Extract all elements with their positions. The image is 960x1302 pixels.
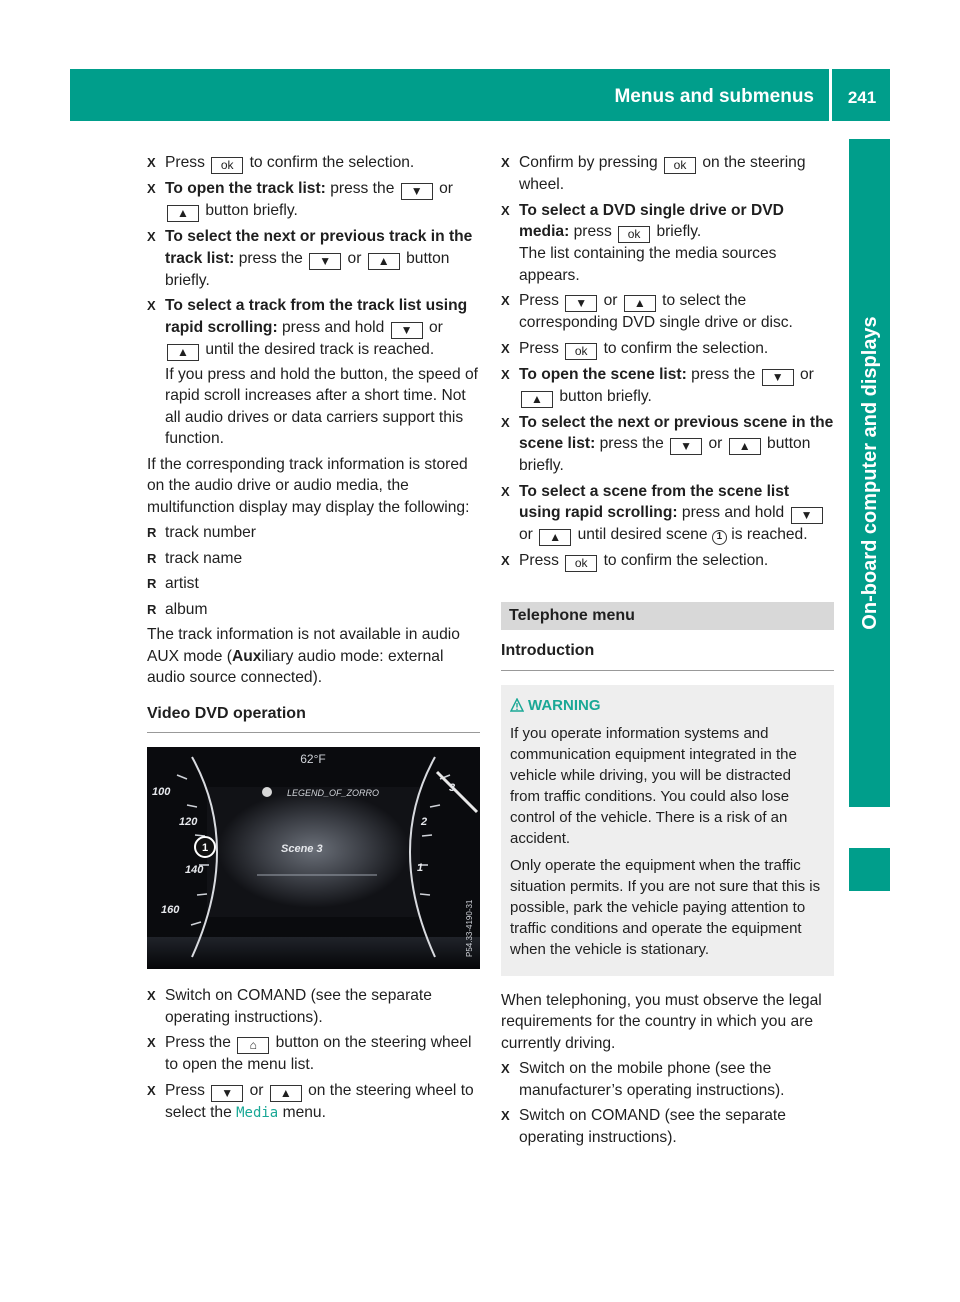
instrument-cluster-image (147, 747, 480, 969)
bullet-item: R artist (147, 573, 480, 595)
down-key-icon: ▼ (762, 369, 794, 386)
speed-label: 140 (185, 864, 204, 876)
down-key-icon: ▼ (565, 295, 597, 312)
up-key-icon: ▲ (624, 295, 656, 312)
paragraph-track-info: If the corresponding track information is stored on the audio drive or audio media, the multifunction display may display the following: (147, 455, 470, 516)
step-open-track-list: X To open the track list: press the ▼ or ▲ button briefly. (147, 178, 480, 222)
warning-text: If you operate information systems and communication equipment integrated in the vehicle while driving, you will be distracted from traffic conditions. You could also lose control of the vehicle. There is a risk of an accident. (510, 724, 797, 847)
step-rapid-scroll-track: X To select a track from the track list using rapid scrolling: press and hold ▼ or ▲ until the desired track is reached. If you press and hold the button, the speed of rapid scroll increases after a short time. Not all audio drives or data carriers support this function. (147, 295, 480, 450)
warning-box (501, 685, 834, 976)
page-title: Menus and submenus (614, 86, 814, 107)
warning-triangle-icon (510, 698, 524, 712)
down-key-icon: ▼ (670, 438, 702, 455)
down-key-icon: ▼ (211, 1085, 243, 1102)
paragraph-aux-mode: The track information is not available in audio AUX mode (Auxiliary audio mode: external audio source connected). (147, 626, 460, 686)
cluster-track-title: LEGEND_OF_ZORRO (287, 788, 380, 798)
up-key-icon: ▲ (368, 253, 400, 270)
media-menu-label: Media (236, 1104, 279, 1121)
up-key-icon: ▲ (539, 529, 571, 546)
warning-text: Only operate the equipment when the traffic situation permits. If you are not sure that this is possible, park the vehicle paying attention to traffic conditions and operate the equipment when the vehicle is stationary. (510, 856, 821, 958)
chapter-tab-label: On-board computer and displays (858, 316, 881, 630)
ok-key-icon: ok (664, 157, 696, 174)
rpm-label: 1 (417, 862, 424, 874)
up-key-icon: ▲ (270, 1085, 302, 1102)
step-select-media-menu: X Press ▼ or ▲ on the steering wheel to select the Media menu. (147, 1080, 480, 1125)
cluster-temperature: 62°F (300, 752, 326, 766)
chapter-marker (849, 848, 890, 891)
header-bar (70, 69, 890, 121)
right-column (501, 152, 834, 1152)
step-next-previous-track: X To select the next or previous track in the track list: press the ▼ or ▲ button briefly. (147, 226, 480, 291)
step-next-previous-scene: X To select the next or previous scene in the scene list: press the ▼ or ▲ button briefly. (501, 412, 834, 477)
step-switch-on-comand: X Switch on COMAND (see the separate operating instructions). (147, 985, 480, 1028)
step-confirm-selection: X Press ok to confirm the selection. (501, 550, 834, 572)
down-key-icon: ▼ (309, 253, 341, 270)
bullet-item: R track number (147, 522, 480, 544)
up-key-icon: ▲ (729, 438, 761, 455)
left-column (147, 152, 480, 1128)
bullet-item: R album (147, 599, 480, 621)
step-select-disc: X Press ▼ or ▲ to select the corresponding DVD single drive or disc. (501, 290, 834, 334)
heading-video-dvd: Video DVD operation (147, 703, 480, 734)
ok-key-icon: ok (565, 343, 597, 360)
step-press-home: X Press the ⌂ button on the steering wheel to open the menu list. (147, 1032, 480, 1076)
heading-introduction: Introduction (501, 640, 834, 671)
step-select-dvd: X To select a DVD single drive or DVD media: press ok briefly. The list containing the media sources appears. (501, 200, 834, 287)
step-rapid-scroll-scene: X To select a scene from the scene list using rapid scrolling: press and hold ▼ or ▲ until desired scene 1 is reached. (501, 481, 834, 547)
rpm-label: 2 (421, 816, 428, 828)
speed-label: 160 (161, 904, 180, 916)
rpm-label: 3 (449, 782, 456, 794)
bullet-item: R track name (147, 548, 480, 570)
cluster-display-graphic (147, 747, 480, 969)
header-divider (829, 69, 832, 121)
warning-title: WARNING (510, 695, 825, 717)
step-confirm-selection: X Press ok to confirm the selection. (501, 338, 834, 360)
ok-key-icon: ok (618, 226, 650, 243)
step-open-scene-list: X To open the scene list: press the ▼ or ▲ button briefly. (501, 364, 834, 408)
step-confirm-selection: X Press ok to confirm the selection. (147, 152, 480, 174)
cluster-callout: 1 (201, 842, 209, 854)
down-key-icon: ▼ (401, 183, 433, 200)
paragraph-telephoning: When telephoning, you must observe the legal requirements for the country in which you are currently driving. (501, 991, 822, 1052)
down-key-icon: ▼ (391, 322, 423, 339)
callout-1-icon: 1 (712, 530, 727, 545)
step-confirm-steering: X Confirm by pressing ok on the steering wheel. (501, 152, 834, 196)
image-code: P54.33-4190-31 (465, 899, 474, 957)
chapter-tab (849, 139, 890, 807)
step-switch-on-comand: X Switch on COMAND (see the separate operating instructions). (501, 1105, 834, 1148)
speed-label: 120 (179, 816, 198, 828)
speed-label: 100 (152, 786, 171, 798)
down-key-icon: ▼ (791, 507, 823, 524)
home-key-icon: ⌂ (237, 1037, 269, 1054)
page-number: 241 (847, 88, 877, 107)
step-switch-on-phone: X Switch on the mobile phone (see the manufacturer’s operating instructions). (501, 1058, 834, 1101)
section-telephone-menu: Telephone menu (501, 602, 834, 630)
up-key-icon: ▲ (167, 205, 199, 222)
ok-key-icon: ok (211, 157, 243, 174)
up-key-icon: ▲ (521, 391, 553, 408)
step-note: If you press and hold the button, the speed of rapid scroll increases after a short time. Not all audio drives or data carriers support this function. (165, 365, 478, 447)
up-key-icon: ▲ (167, 344, 199, 361)
ok-key-icon: ok (565, 555, 597, 572)
step-note: The list containing the media sources appears. (519, 245, 777, 284)
cluster-scene-label: Scene 3 (281, 843, 323, 855)
